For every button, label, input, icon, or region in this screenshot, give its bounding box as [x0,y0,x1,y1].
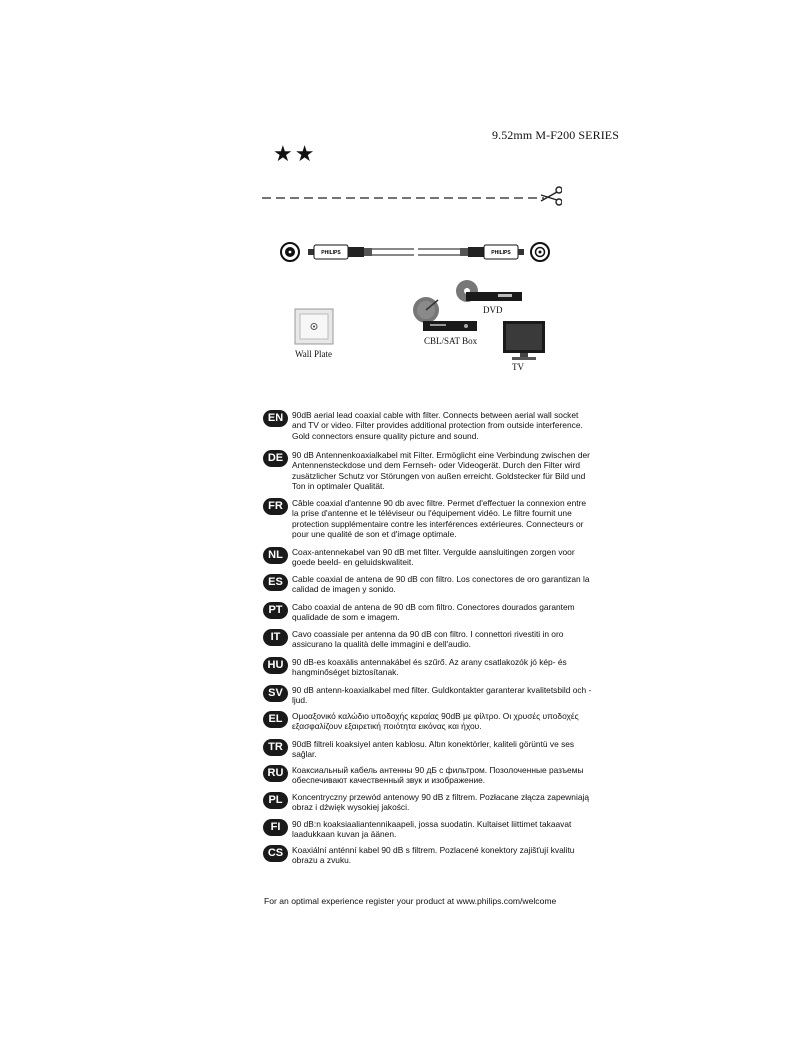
tv-label: TV [512,362,524,372]
language-badge: DE [263,450,288,467]
language-text: Koaxiální anténní kabel 90 dB s filtrem. Pozlacené konektory zajišťují kvalitu obrazu a zvuku. [292,845,575,866]
language-badge: CS [263,845,288,862]
language-badge: PT [263,602,288,619]
language-badge: RU [263,765,288,782]
language-text: Cable coaxial de antena de 90 dB con filtro. Los conectores de oro garantizan la calidad de imagen y sonido. [292,574,590,595]
series-title: 9.52mm M-F200 SERIES [492,128,620,142]
language-text: Cabo coaxial de antena de 90 dB com filtro. Conectores dourados garantem qualidade de som e imagem. [292,602,575,623]
language-badge: PL [263,792,288,809]
cut-line [262,186,562,206]
language-text: 90 dB:n koaksiaaliantennikaapeli, jossa suodatin. Kultaiset liittimet takaavat laadukkaan kuvan ja äänen. [292,819,572,840]
registration-footer: For an optimal experience register your product at www.philips.com/welcome [264,896,557,906]
coaxial-cable-diagram [278,236,553,268]
language-text: Ομοαξονικό καλώδιο υποδοχής κεραίας 90dB με φίλτρο. Οι χρυσές υποδοχές εξασφαλίζουν εξαιρετική ποιότητα εικόνας και ήχου. [292,711,579,732]
language-badge: IT [263,629,288,646]
language-text: Câble coaxial d'antenne 90 db avec filtre. Permet d'effectuer la connexion entre la prise d'antenne et le téléviseur ou l'équipement vidéo. Le filtre fournit une protection supplémentaire contre les interférences extérieures. Connecteurs or pour une qualité de son et d'image optimale. [292,498,587,540]
language-badge: SV [263,685,288,702]
cbl-sat-box-icon [410,296,480,334]
language-text: Cavo coassiale per antenna da 90 dB con filtro. I connettori rivestiti in oro assicurano la qualità delle immagini e dell'audio. [292,629,564,650]
cbl-sat-box-label: CBL/SAT Box [424,336,478,346]
language-text: Coax-antennekabel van 90 dB met filter. Vergulde aansluitingen zorgen voor goede beeld- en geluidskwaliteit. [292,547,575,568]
tv-icon [502,320,546,362]
rating-stars: ★★ [273,141,317,166]
coax-female-connector-icon [281,243,299,261]
language-badge: FI [263,819,288,836]
dvd-label: DVD [483,305,503,315]
language-text: 90 dB-es koaxális antennakábel és szűrő. Az arany csatlakozók jó kép- és hangminőséget biztosítanak. [292,657,567,678]
language-badge: EL [263,711,288,728]
language-badge: TR [263,739,288,756]
language-badge: NL [263,547,288,564]
language-badge: HU [263,657,288,674]
language-text: 90 dB antenn-koaxialkabel med filter. Guldkontakter garanterar kvalitetsbild och -ljud. [292,685,592,706]
language-text: 90dB aerial lead coaxial cable with filter. Connects between aerial wall socket and TV or video. Filter provides additional protection from outside interference. Gold connectors ensure quality picture and sound. [292,410,583,441]
cable-brand-left: PHILIPS [321,250,341,256]
language-badge: EN [263,410,288,427]
wall-plate-label: Wall Plate [295,349,333,359]
cable-brand-right: PHILIPS [491,250,511,256]
language-badge: FR [263,498,288,515]
language-badge: ES [263,574,288,591]
language-text: 90dB filtreli koaksiyel anten kablosu. Altın konektörler, kaliteli görüntü ve ses sağlar. [292,739,575,760]
coax-male-connector-icon [531,243,549,261]
language-text: Коаксиальный кабель антенны 90 дБ с фильтром. Позолоченные разъемы обеспечивают качественный звук и изображение. [292,765,584,786]
wall-plate-icon [294,308,334,345]
language-text: Koncentryczny przewód antenowy 90 dB z filtrem. Pozłacane złącza zapewniają obraz i dźwięk wysokiej jakości. [292,792,590,813]
language-text: 90 dB Antennenkoaxialkabel mit Filter. Ermöglicht eine Verbindung zwischen der Antennensteckdose und dem Fernseh- oder Videogerät. Durch den Filter wird zusätzlicher Schutz vor Störungen von außen erreicht. Goldstecker für Bild und Ton in optimaler Qualität. [292,450,590,492]
scissors-icon [541,187,562,205]
